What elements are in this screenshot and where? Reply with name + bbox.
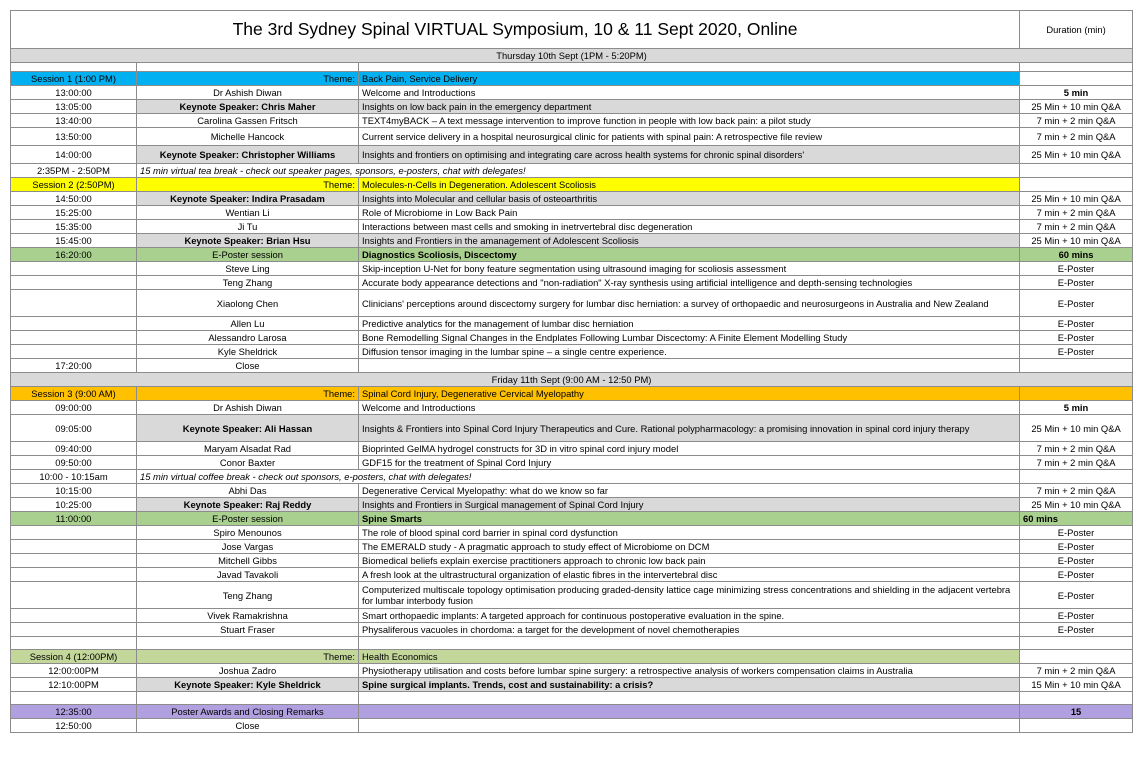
empty-cell <box>11 623 137 637</box>
speaker-cell: Vivek Ramakrishna <box>137 609 359 623</box>
schedule-table <box>10 10 1133 733</box>
time-cell: 09:50:00 <box>11 456 137 470</box>
theme-label: Theme: <box>137 650 359 664</box>
talk-cell: Current service delivery in a hospital neurosurgical clinic for patients with spinal pain: A retrospective file review <box>359 128 1020 146</box>
time-cell: 14:00:00 <box>11 146 137 164</box>
time-cell: 10:25:00 <box>11 498 137 512</box>
day-label: Friday 11th Sept (9:00 AM - 12:50 PM) <box>11 373 1133 387</box>
empty-cell <box>11 345 137 359</box>
table-row <box>11 192 1133 206</box>
duration-cell: E-Poster <box>1020 540 1133 554</box>
time-cell: 15:45:00 <box>11 234 137 248</box>
duration-cell: 7 min + 2 min Q&A <box>1020 442 1133 456</box>
speaker-cell: Teng Zhang <box>137 276 359 290</box>
empty-row <box>11 637 1133 650</box>
speaker-cell: Ji Tu <box>137 220 359 234</box>
talk-cell: The EMERALD study - A pragmatic approach to study effect of Microbiome on DCM <box>359 540 1020 554</box>
poster-row <box>11 554 1133 568</box>
empty-cell <box>1020 72 1133 86</box>
speaker-cell: Teng Zhang <box>137 582 359 609</box>
speaker-cell: Dr Ashish Diwan <box>137 86 359 100</box>
spacer-row <box>11 63 1133 72</box>
empty-cell <box>1020 178 1133 192</box>
speaker-cell: Keynote Speaker: Raj Reddy <box>137 498 359 512</box>
poster-row <box>11 526 1133 540</box>
time-cell: 13:40:00 <box>11 114 137 128</box>
time-cell: 11:00:00 <box>11 512 137 526</box>
duration-cell: 5 min <box>1020 86 1133 100</box>
table-row <box>11 100 1133 114</box>
talk-cell: Accurate body appearance detections and "non-radiation" X-ray synthesis using artificial intelligence and depth-sensing technologies <box>359 276 1020 290</box>
empty-cell <box>1020 470 1133 484</box>
table-row <box>11 114 1133 128</box>
session-label: Session 4 (12:00PM) <box>11 650 137 664</box>
talk-cell: Interactions between mast cells and smoking in inetrvertebral disc degeneration <box>359 220 1020 234</box>
table-row <box>11 206 1133 220</box>
session-label: Session 2 (2:50PM) <box>11 178 137 192</box>
time-cell: 09:40:00 <box>11 442 137 456</box>
duration-cell: 7 min + 2 min Q&A <box>1020 114 1133 128</box>
duration-cell: E-Poster <box>1020 276 1133 290</box>
poster-row <box>11 582 1133 609</box>
table-row <box>11 146 1133 164</box>
duration-cell: 15 Min + 10 min Q&A <box>1020 678 1133 692</box>
poster-row <box>11 276 1133 290</box>
symposium-schedule-sheet <box>10 10 1132 733</box>
talk-cell: Role of Microbiome in Low Back Pain <box>359 206 1020 220</box>
speaker-cell: Close <box>137 719 359 733</box>
talk-cell: Diagnostics Scoliosis, Discectomy <box>359 248 1020 262</box>
speaker-cell: Dr Ashish Diwan <box>137 401 359 415</box>
empty-cell <box>11 582 137 609</box>
time-cell: 13:50:00 <box>11 128 137 146</box>
empty-cell <box>11 526 137 540</box>
talk-cell: Insights into Molecular and cellular basis of osteoarthritis <box>359 192 1020 206</box>
duration-cell: E-Poster <box>1020 317 1133 331</box>
talk-cell: Bioprinted GelMA hydrogel constructs for 3D in vitro spinal cord injury model <box>359 442 1020 456</box>
duration-cell: E-Poster <box>1020 345 1133 359</box>
talk-cell: Insights & Frontiers into Spinal Cord Injury Therapeutics and Cure. Rational polypharmacology: a promising innovation in spinal cord injury therapy <box>359 415 1020 442</box>
poster-row <box>11 540 1133 554</box>
session-theme: Health Economics <box>359 650 1020 664</box>
break-row <box>11 470 1133 484</box>
close-row <box>11 719 1133 733</box>
talk-cell: Skip-inception U-Net for bony feature segmentation using ultrasound imaging for scoliosis assessment <box>359 262 1020 276</box>
speaker-cell: Allen Lu <box>137 317 359 331</box>
duration-cell: E-Poster <box>1020 290 1133 317</box>
empty-cell <box>1020 650 1133 664</box>
speaker-cell: Keynote Speaker: Christopher Williams <box>137 146 359 164</box>
time-cell: 10:00 - 10:15am <box>11 470 137 484</box>
talk-cell: Smart orthopaedic implants: A targeted approach for continuous postoperative evaluation in the spine. <box>359 609 1020 623</box>
speaker-cell: Conor Baxter <box>137 456 359 470</box>
speaker-cell: E-Poster session <box>137 512 359 526</box>
page-title: The 3rd Sydney Spinal VIRTUAL Symposium, 10 & 11 Sept 2020, Online <box>11 11 1020 49</box>
table-row <box>11 484 1133 498</box>
talk-cell: Welcome and Introductions <box>359 401 1020 415</box>
empty-cell <box>11 317 137 331</box>
poster-row <box>11 609 1133 623</box>
talk-cell: Predictive analytics for the management of lumbar disc herniation <box>359 317 1020 331</box>
duration-cell: 25 Min + 10 min Q&A <box>1020 234 1133 248</box>
theme-label: Theme: <box>137 72 359 86</box>
speaker-cell: Keynote Speaker: Brian Hsu <box>137 234 359 248</box>
talk-cell: Diffusion tensor imaging in the lumbar spine – a single centre experience. <box>359 345 1020 359</box>
speaker-cell: Wentian Li <box>137 206 359 220</box>
empty-cell <box>11 609 137 623</box>
talk-cell: Computerized multiscale topology optimisation producing graded-density lattice cage minimizing stress concentrations and shielding in the adjacent vertebra for lumbar interbody fusion <box>359 582 1020 609</box>
table-row <box>11 415 1133 442</box>
day-label: Thursday 10th Sept (1PM - 5:20PM) <box>11 49 1133 63</box>
speaker-cell: Abhi Das <box>137 484 359 498</box>
speaker-cell: Jose Vargas <box>137 540 359 554</box>
speaker-cell: Keynote Speaker: Kyle Sheldrick <box>137 678 359 692</box>
talk-cell: Spine surgical implants. Trends, cost and sustainability: a crisis? <box>359 678 1020 692</box>
eposter-session-row <box>11 248 1133 262</box>
speaker-cell: Javad Tavakoli <box>137 568 359 582</box>
speaker-cell: Keynote Speaker: Indira Prasadam <box>137 192 359 206</box>
duration-cell: E-Poster <box>1020 331 1133 345</box>
duration-cell: 25 Min + 10 min Q&A <box>1020 100 1133 114</box>
talk-cell: The role of blood spinal cord barrier in spinal cord dysfunction <box>359 526 1020 540</box>
empty-cell <box>11 276 137 290</box>
table-row <box>11 664 1133 678</box>
session-row-1 <box>11 72 1133 86</box>
session-label: Session 1 (1:00 PM) <box>11 72 137 86</box>
talk-cell: Spine Smarts <box>359 512 1020 526</box>
speaker-cell: Stuart Fraser <box>137 623 359 637</box>
time-cell: 12:35:00 <box>11 705 137 719</box>
talk-cell: Insights and frontiers on optimising and integrating care across health systems for chronic spinal disorders' <box>359 146 1020 164</box>
table-row <box>11 220 1133 234</box>
poster-row <box>11 290 1133 317</box>
poster-row <box>11 331 1133 345</box>
duration-cell: 25 Min + 10 min Q&A <box>1020 498 1133 512</box>
talk-cell: Degenerative Cervical Myelopathy: what do we know so far <box>359 484 1020 498</box>
speaker-cell: Xiaolong Chen <box>137 290 359 317</box>
speaker-cell: Keynote Speaker: Chris Maher <box>137 100 359 114</box>
duration-cell: E-Poster <box>1020 609 1133 623</box>
duration-cell: E-Poster <box>1020 526 1133 540</box>
speaker-cell: Mitchell Gibbs <box>137 554 359 568</box>
empty-cell <box>359 359 1020 373</box>
empty-cell <box>359 719 1020 733</box>
break-note: 15 min virtual tea break - check out speaker pages, sponsors, e-posters, chat with delegates! <box>137 164 1020 178</box>
eposter-session-row <box>11 512 1133 526</box>
time-cell: 13:00:00 <box>11 86 137 100</box>
talk-cell: Insights and Frontiers in Surgical management of Spinal Cord Injury <box>359 498 1020 512</box>
session-row-3 <box>11 387 1133 401</box>
duration-cell: E-Poster <box>1020 568 1133 582</box>
duration-cell: 7 min + 2 min Q&A <box>1020 206 1133 220</box>
table-row <box>11 234 1133 248</box>
talk-cell: Clinicians' perceptions around discectomy surgery for lumbar disc herniation: a survey of orthopaedic and neurosurgeons in Australia and New Zealand <box>359 290 1020 317</box>
speaker-cell: Spiro Menounos <box>137 526 359 540</box>
duration-cell: 25 Min + 10 min Q&A <box>1020 415 1133 442</box>
duration-cell: 7 min + 2 min Q&A <box>1020 220 1133 234</box>
table-row <box>11 128 1133 146</box>
time-cell: 13:05:00 <box>11 100 137 114</box>
poster-row <box>11 568 1133 582</box>
duration-cell: 7 min + 2 min Q&A <box>1020 128 1133 146</box>
time-cell: 12:10:00PM <box>11 678 137 692</box>
empty-cell <box>11 554 137 568</box>
duration-cell: E-Poster <box>1020 582 1133 609</box>
duration-cell: 7 min + 2 min Q&A <box>1020 456 1133 470</box>
talk-cell: Insights on low back pain in the emergency department <box>359 100 1020 114</box>
poster-row <box>11 317 1133 331</box>
speaker-cell: Keynote Speaker: Ali Hassan <box>137 415 359 442</box>
session-theme: Molecules-n-Cells in Degeneration. Adolescent Scoliosis <box>359 178 1020 192</box>
duration-cell: 7 min + 2 min Q&A <box>1020 484 1133 498</box>
table-row <box>11 678 1133 692</box>
empty-row <box>11 692 1133 705</box>
time-cell: 2:35PM - 2:50PM <box>11 164 137 178</box>
speaker-cell: Alessandro Larosa <box>137 331 359 345</box>
empty-cell <box>11 262 137 276</box>
break-note: 15 min virtual coffee break - check out sponsors, e-posters, chat with delegates! <box>137 470 1020 484</box>
awards-row <box>11 705 1133 719</box>
empty-cell <box>359 705 1020 719</box>
empty-cell <box>1020 359 1133 373</box>
empty-cell <box>11 540 137 554</box>
table-row <box>11 456 1133 470</box>
talk-cell: A fresh look at the ultrastructural organization of elastic fibres in the intervertebral disc <box>359 568 1020 582</box>
session-theme: Spinal Cord Injury, Degenerative Cervical Myelopathy <box>359 387 1020 401</box>
duration-cell: E-Poster <box>1020 554 1133 568</box>
duration-cell: E-Poster <box>1020 262 1133 276</box>
speaker-cell: Carolina Gassen Fritsch <box>137 114 359 128</box>
empty-cell <box>11 331 137 345</box>
duration-cell: 25 Min + 10 min Q&A <box>1020 146 1133 164</box>
empty-cell <box>11 568 137 582</box>
table-row <box>11 498 1133 512</box>
time-cell: 09:05:00 <box>11 415 137 442</box>
time-cell: 15:25:00 <box>11 206 137 220</box>
poster-row <box>11 623 1133 637</box>
session-row-4 <box>11 650 1133 664</box>
duration-cell: 5 min <box>1020 401 1133 415</box>
time-cell: 12:50:00 <box>11 719 137 733</box>
empty-cell <box>11 290 137 317</box>
duration-header: Duration (min) <box>1020 11 1133 49</box>
duration-cell: 60 mins <box>1020 248 1133 262</box>
empty-cell <box>1020 719 1133 733</box>
speaker-cell: E-Poster session <box>137 248 359 262</box>
speaker-cell: Joshua Zadro <box>137 664 359 678</box>
duration-cell: 7 min + 2 min Q&A <box>1020 664 1133 678</box>
duration-cell: 15 <box>1020 705 1133 719</box>
talk-cell: Biomedical beliefs explain exercise practitioners approach to chronic low back pain <box>359 554 1020 568</box>
talk-cell: GDF15 for the treatment of Spinal Cord Injury <box>359 456 1020 470</box>
poster-row <box>11 345 1133 359</box>
time-cell: 15:35:00 <box>11 220 137 234</box>
talk-cell: TEXT4myBACK – A text message intervention to improve function in people with low back pain: a pilot study <box>359 114 1020 128</box>
talk-cell: Welcome and Introductions <box>359 86 1020 100</box>
poster-row <box>11 262 1133 276</box>
talk-cell: Physiotherapy utilisation and costs before lumbar spine surgery: a retrospective analysis of workers compensation claims in Australia <box>359 664 1020 678</box>
table-row <box>11 401 1133 415</box>
time-cell: 09:00:00 <box>11 401 137 415</box>
table-row <box>11 442 1133 456</box>
talk-cell: Insights and Frontiers in the amanagement of Adolescent Scoliosis <box>359 234 1020 248</box>
time-cell: 16:20:00 <box>11 248 137 262</box>
theme-label: Theme: <box>137 178 359 192</box>
speaker-cell: Michelle Hancock <box>137 128 359 146</box>
empty-cell <box>1020 387 1133 401</box>
speaker-cell: Maryam Alsadat Rad <box>137 442 359 456</box>
duration-cell: 25 Min + 10 min Q&A <box>1020 192 1133 206</box>
time-cell: 17:20:00 <box>11 359 137 373</box>
theme-label: Theme: <box>137 387 359 401</box>
speaker-cell: Kyle Sheldrick <box>137 345 359 359</box>
speaker-cell: Steve Ling <box>137 262 359 276</box>
speaker-cell: Poster Awards and Closing Remarks <box>137 705 359 719</box>
time-cell: 10:15:00 <box>11 484 137 498</box>
talk-cell: Physaliferous vacuoles in chordoma: a target for the development of novel chemotherapies <box>359 623 1020 637</box>
time-cell: 12:00:00PM <box>11 664 137 678</box>
day-header-thursday <box>11 49 1133 63</box>
session-row-2 <box>11 178 1133 192</box>
break-row <box>11 164 1133 178</box>
duration-cell: E-Poster <box>1020 623 1133 637</box>
empty-cell <box>1020 164 1133 178</box>
day-header-friday <box>11 373 1133 387</box>
speaker-cell: Close <box>137 359 359 373</box>
title-row <box>11 11 1133 49</box>
duration-cell: 60 mins <box>1020 512 1133 526</box>
close-row <box>11 359 1133 373</box>
talk-cell: Bone Remodelling Signal Changes in the Endplates Following Lumbar Discectomy: A Finite Element Modelling Study <box>359 331 1020 345</box>
table-row <box>11 86 1133 100</box>
session-theme: Back Pain, Service Delivery <box>359 72 1020 86</box>
session-label: Session 3 (9:00 AM) <box>11 387 137 401</box>
time-cell: 14:50:00 <box>11 192 137 206</box>
